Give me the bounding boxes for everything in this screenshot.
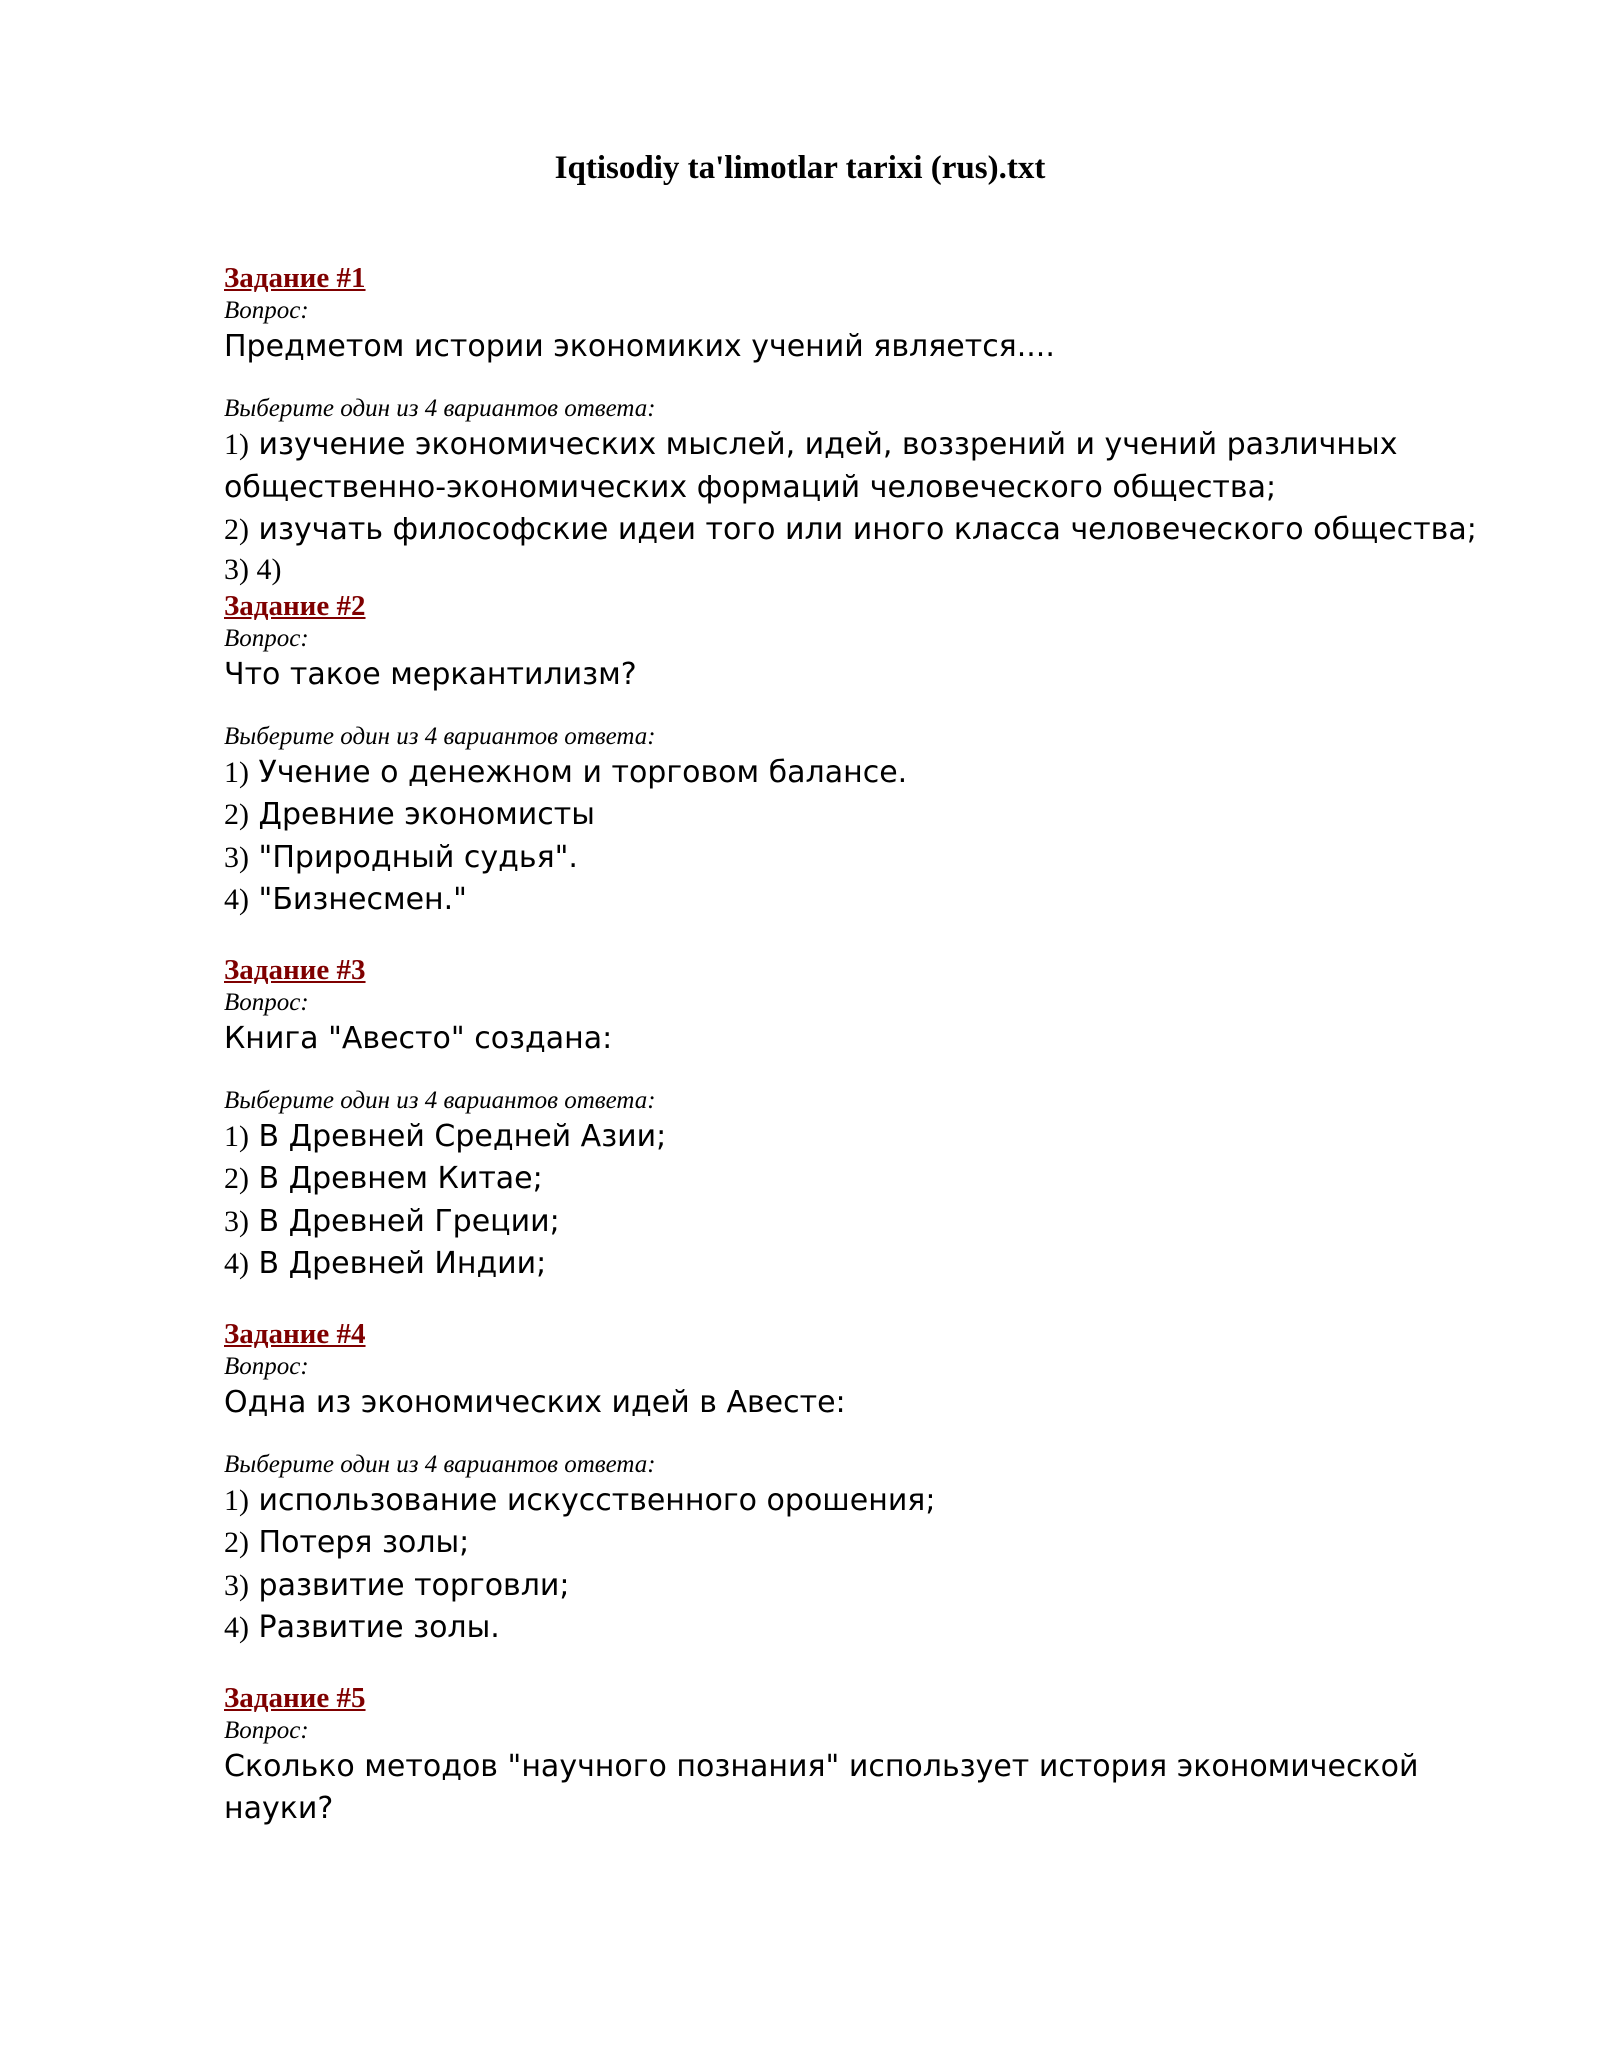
answer-option [224,1565,1524,1608]
answer-number: 1) [224,428,249,461]
answer-option [224,1243,1524,1286]
question-label: Вопрос: [224,1716,309,1744]
question-text: Что такое меркантилизм? [224,656,637,692]
answer-option [224,509,1524,552]
document-title: Iqtisodiy ta'limotlar tarixi (rus).txt [554,150,1046,186]
answer-number: 1) [224,1483,249,1517]
answer-list [224,424,1524,588]
answer-option [224,1607,1524,1650]
answer-option [224,1158,1524,1201]
answer-text: развитие торговли; [258,1567,570,1603]
answer-option [224,752,1524,795]
answer-instruction: Выберите один из 4 вариантов ответа: [224,1450,656,1478]
answer-text: Учение о денежном и торговом балансе. [258,754,908,790]
answer-text: В Древней Средней Азии; [258,1118,667,1154]
question-label: Вопрос: [224,988,309,1016]
answer-option [224,424,1524,509]
answer-option [224,794,1524,837]
answer-number: 3) 4) [224,552,282,586]
answer-number: 3) [224,1568,249,1602]
answer-number: 2) [224,1526,249,1559]
task-heading: Задание #3 [224,953,366,986]
answer-option [224,1480,1524,1523]
answer-number: 2) [224,798,249,831]
task-heading: Задание #2 [224,589,366,622]
answer-option [224,837,1524,880]
question-text: Предметом истории экономиких учений является.... [224,329,1055,364]
answer-text: В Древней Индии; [258,1246,547,1281]
task-1 [224,260,1524,588]
answer-number: 4) [224,1611,249,1644]
task-heading: Задание #1 [224,262,366,294]
answer-option [224,1522,1524,1565]
answer-text: В Древнем Китае; [258,1161,543,1196]
task-4 [224,1316,1524,1650]
question-label: Вопрос: [224,624,309,652]
answer-text: "Природный судья". [258,839,578,875]
answer-number: 3) [224,1204,249,1238]
answer-option [224,1201,1524,1244]
task-2 [224,588,1524,922]
answer-instruction: Выберите один из 4 вариантов ответа: [224,722,656,750]
answer-number: 2) [224,513,249,546]
answer-number: 1) [224,755,249,789]
answer-list [224,752,1524,922]
answer-text: изучать философские идеи того или иного класса человеческого общества; [258,512,1477,547]
answer-instruction: Выберите один из 4 вариантов ответа: [224,395,656,422]
question-label: Вопрос: [224,1352,309,1380]
answer-list [224,1116,1524,1286]
answer-text: изучение экономических мыслей, идей, воззрений и учений различных общественно-экономических формаций человеческого общества; [224,427,1398,505]
question-label: Вопрос: [224,297,309,324]
question-text: Одна из экономических идей в Авесте: [224,1384,846,1420]
answer-option [224,552,1524,588]
answer-text: Древние экономисты [258,797,595,832]
answer-text: Развитие золы. [258,1610,500,1645]
answer-number: 3) [224,840,249,874]
answer-number: 1) [224,1119,249,1153]
answer-number: 4) [224,1247,249,1280]
answer-option [224,879,1524,922]
answer-instruction: Выберите один из 4 вариантов ответа: [224,1086,656,1114]
answer-text: "Бизнесмен." [258,882,467,917]
answer-text: использование искусственного орошения; [258,1482,936,1518]
question-text: Сколько методов "научного познания" использует история экономической науки? [224,1748,1419,1826]
document-content [224,260,1524,1830]
answer-number: 2) [224,1162,249,1195]
answer-option [224,1116,1524,1159]
task-3 [224,952,1524,1286]
answer-list [224,1480,1524,1650]
answer-text: Потеря золы; [258,1525,470,1560]
task-heading: Задание #5 [224,1681,366,1714]
task-5 [224,1680,1524,1830]
question-text: Книга "Авесто" создана: [224,1020,613,1056]
task-heading: Задание #4 [224,1317,366,1350]
answer-number: 4) [224,883,249,916]
answer-text: В Древней Греции; [258,1203,560,1239]
